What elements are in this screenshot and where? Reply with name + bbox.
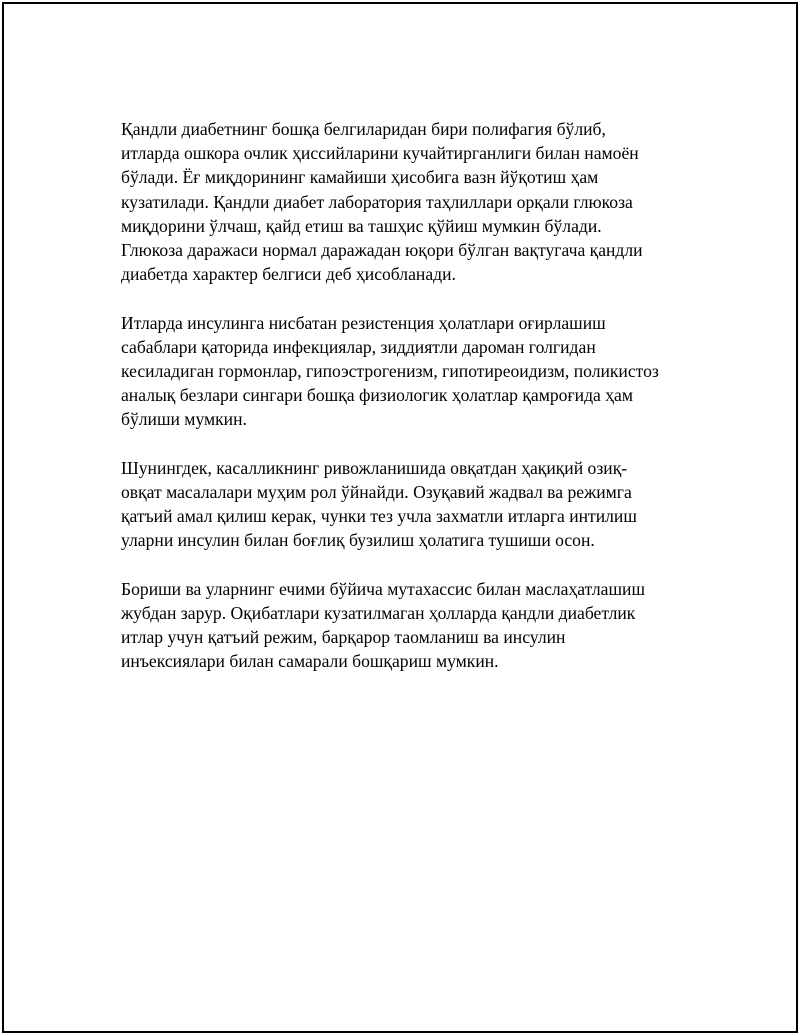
text-line: бўлади. Ёғ миқдорининг камайиши ҳисобига вазн йўқотиш ҳам bbox=[121, 167, 599, 188]
text-line: қатъий амал қилиш керак, чунки тез учла захматли итларга интилиш bbox=[121, 506, 637, 527]
paragraph-1 bbox=[121, 117, 681, 286]
text-line: кузатилади. Қандли диабет лаборатория таҳлиллари орқали глюкоза bbox=[121, 191, 633, 212]
text-line: Глюкоза даражаси нормал даражадан юқори бўлган вақтугача қандли bbox=[121, 240, 643, 261]
text-line: сабаблари қаторида инфекциялар, зиддиятли дароман голгидан bbox=[121, 336, 596, 357]
text-line: итларда ошкора очлик ҳиссийларини кучайтирганлиги билан намоён bbox=[121, 143, 639, 164]
text-line: Итларда инсулинга нисбатан резистенция ҳолатлари оғирлашиш bbox=[121, 312, 606, 333]
text-line: Шунингдек, касалликнинг ривожланишида овқатдан ҳақиқий озиқ- bbox=[121, 457, 628, 478]
paragraph-2 bbox=[121, 311, 681, 432]
text-line: уларни инсулин билан боғлиқ бузилиш ҳолатига тушиши осон. bbox=[121, 530, 595, 551]
document-body bbox=[121, 117, 681, 698]
text-line: миқдорини ўлчаш, қайд етиш ва ташҳис қўйиш мумкин бўлади. bbox=[121, 215, 602, 236]
text-line: бўлиши мумкин. bbox=[121, 409, 247, 430]
text-line: инъексиялари билан самарали бошқариш мумкин. bbox=[121, 651, 499, 672]
paragraph-3 bbox=[121, 456, 681, 553]
text-line: диабетда характер белгиси деб ҳисобланади. bbox=[121, 264, 456, 285]
text-line: Бориши ва уларнинг ечими бўйича мутахассис билан маслаҳатлашиш bbox=[121, 578, 645, 599]
text-line: аналық безлари сингари бошқа физиологик ҳолатлар қамроғида ҳам bbox=[121, 385, 633, 406]
text-line: итлар учун қатъий режим, барқарор таомланиш ва инсулин bbox=[121, 627, 566, 648]
text-line: овқат масалалари муҳим рол ўйнайди. Озуқавий жадвал ва режимга bbox=[121, 482, 632, 503]
text-line: кесиладиган гормонлар, гипоэстрогенизм, гипотиреоидизм, поликистоз bbox=[121, 361, 659, 382]
page-frame bbox=[2, 2, 798, 1033]
paragraph-4 bbox=[121, 577, 681, 674]
text-line: жубдан зарур. Оқибатлари кузатилмаган ҳолларда қандли диабетлик bbox=[121, 603, 636, 624]
text-line: Қандли диабетнинг бошқа белгиларидан бири полифагия бўлиб, bbox=[121, 119, 606, 139]
